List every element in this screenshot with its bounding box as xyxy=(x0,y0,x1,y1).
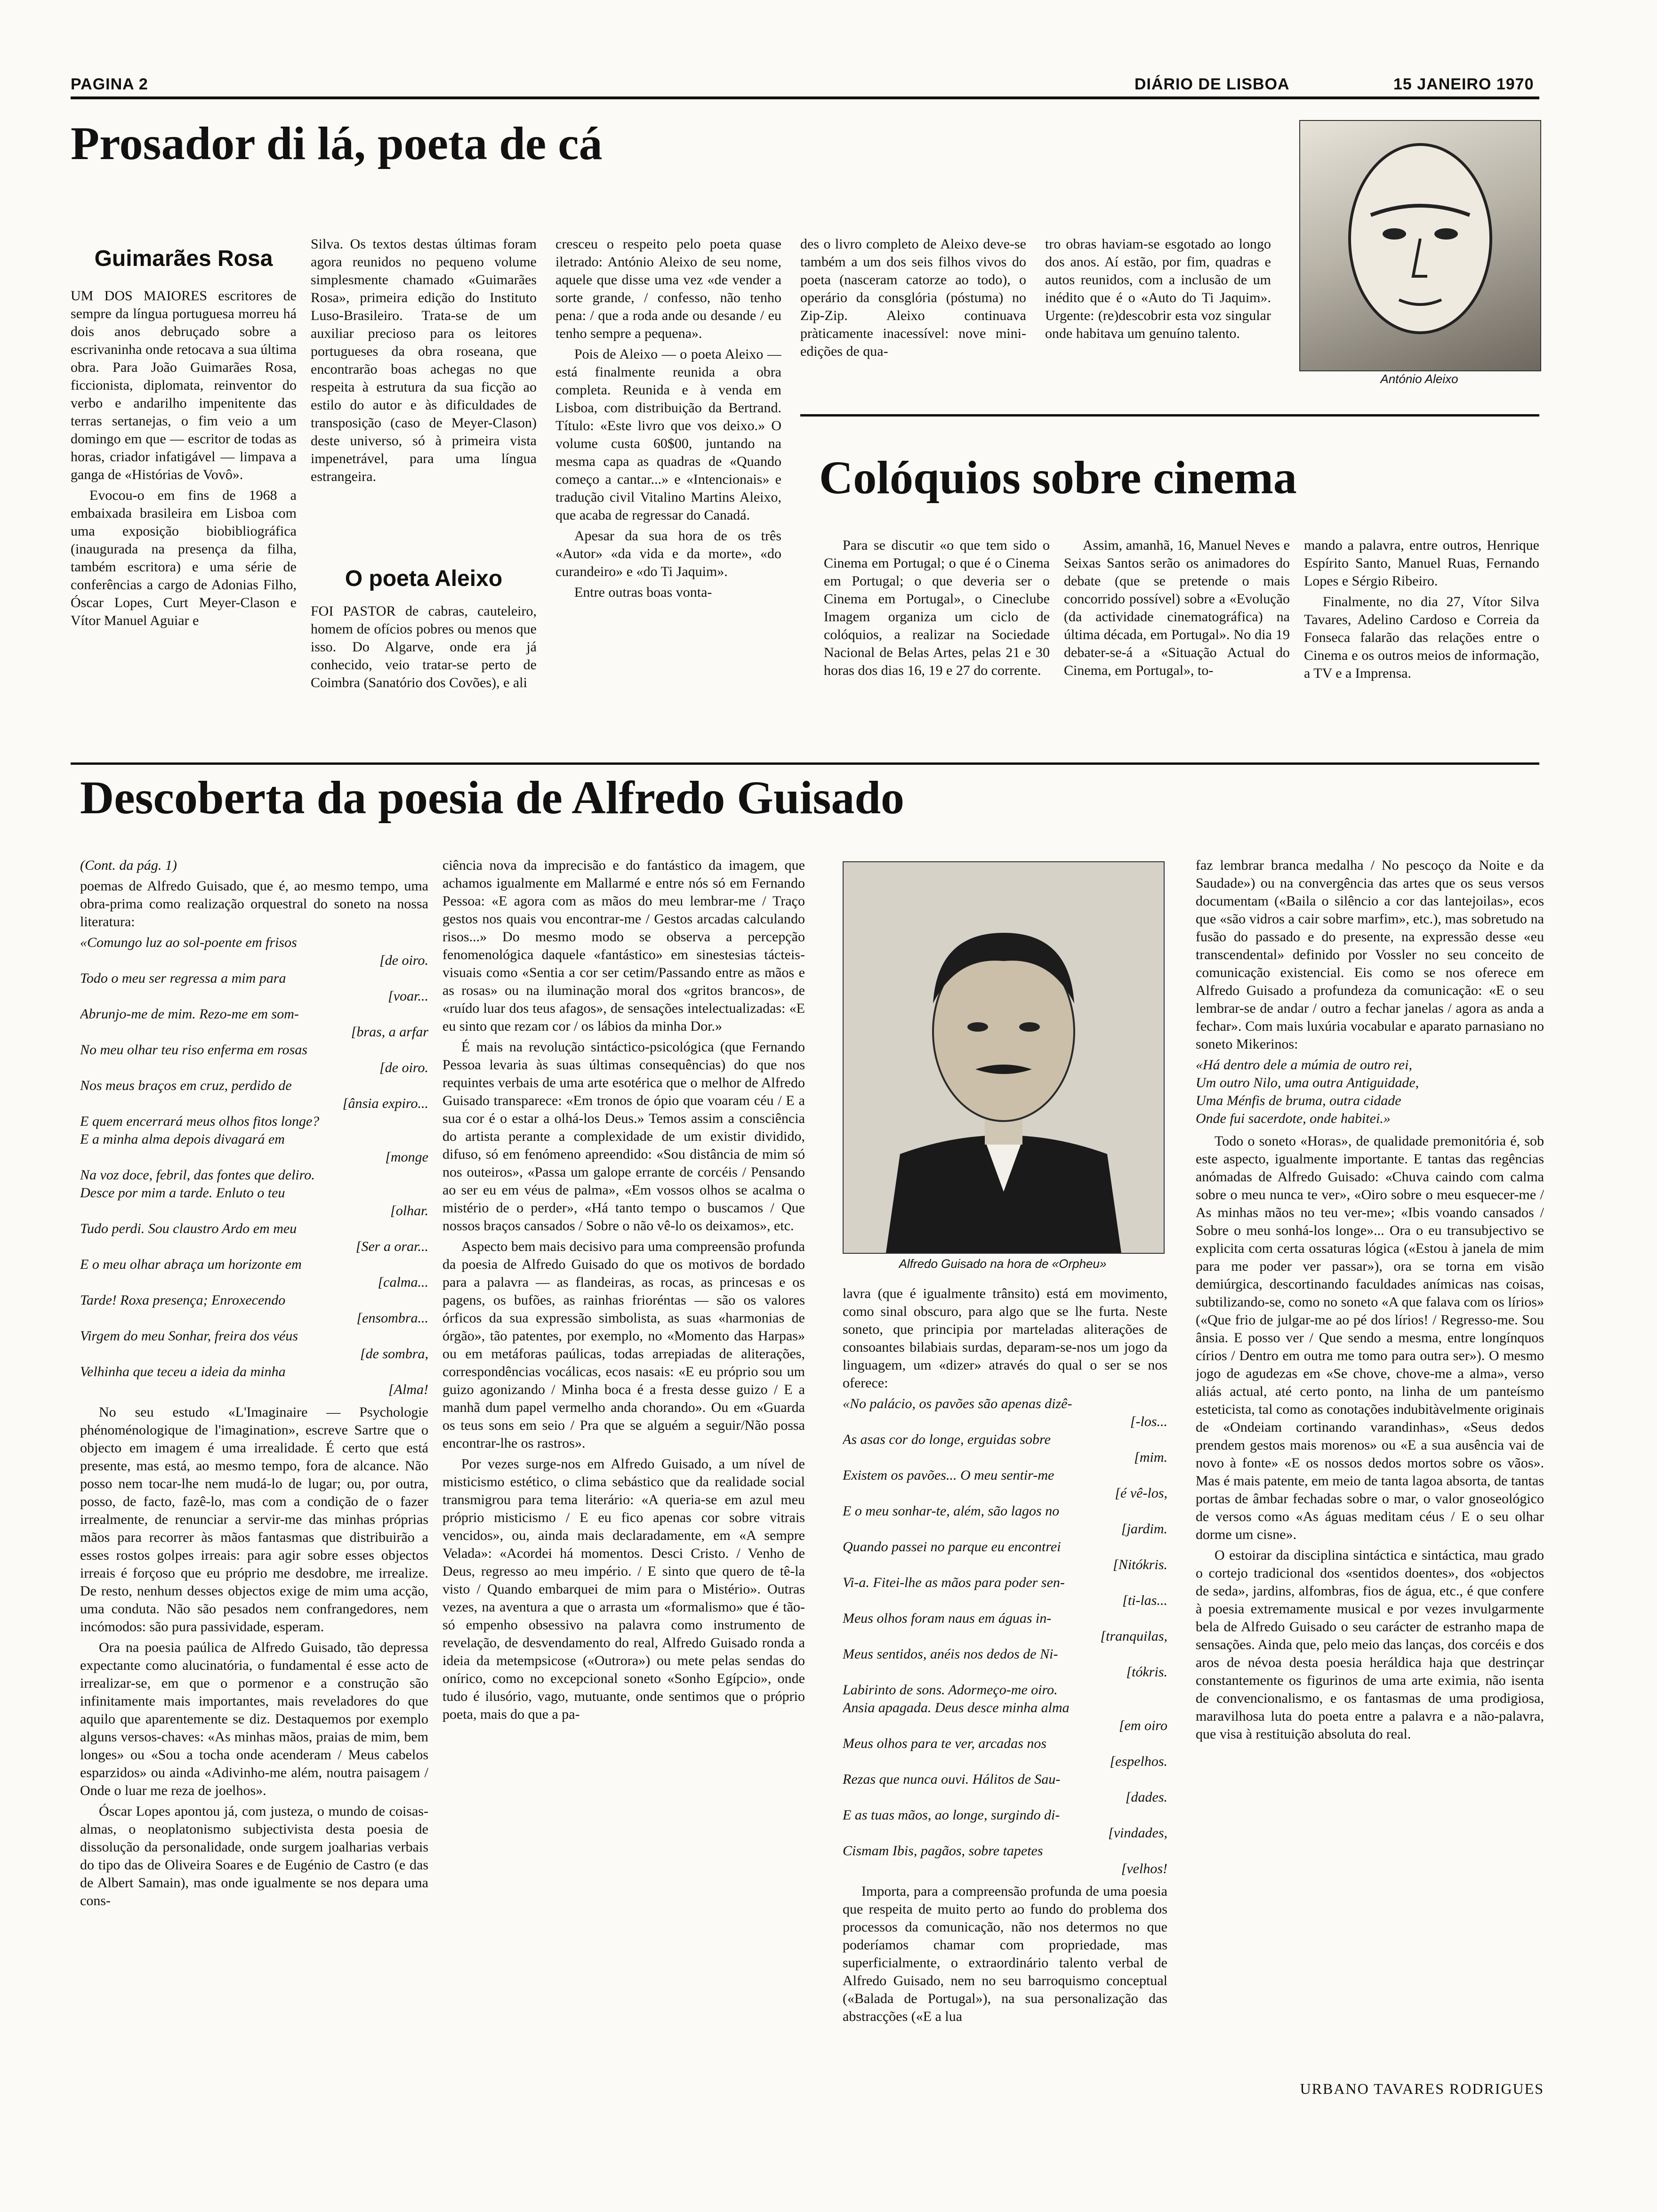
poem-line: Uma Ménfis de bruma, outra cidade xyxy=(1196,1093,1401,1108)
article1-col4 xyxy=(800,235,1026,424)
paragraph: poemas de Alfredo Guisado, que é, ao mesmo tempo, uma obra-prima como realização orquestral do soneto na nossa literatura: xyxy=(80,878,428,930)
paragraph: Assim, amanhã, 16, Manuel Neves e Seixas Santos serão os animadores do debate (que se pretende o mais concorrido possível) sobre a «Evolução (da actividade cinematográfica) na última década, em Portugal». No dia 19 debater-se-á a «Situação Actual do Cinema, em Portugal», to- xyxy=(1064,537,1290,678)
paragraph: lavra (que é igualmente trânsito) está em movimento, como sinal obscuro, para algo que se lhe furta. Neste soneto, que principia por marteladas aliterações de consoantes bilabiais surdas, deparam-se-nos um jogo da linguagem, um «dizer» através do qual o ser se nos oferece: xyxy=(843,1286,1167,1391)
paragraph: UM DOS MAIORES escritores de sempre da língua portuguesa morreu há dois anos debruçado sobre a escrivaninha onde retocava a sua última obra. Para João Guimarães Rosa, ficcionista, diplomata, reinventor do verbo e andarilho impenitente das terras sertanejas, o fim veio a um domingo em que — escritor de todas as horas, criador infatigável — limpava a ganga de «Histórias de Vovô». xyxy=(71,288,297,482)
article2-col2 xyxy=(1064,537,1290,758)
article1-col3 xyxy=(555,235,781,758)
article3-col1 xyxy=(80,857,428,2104)
poem-line: «Há dentro dele a múmia de outro rei, xyxy=(1196,1057,1412,1073)
paragraph: ciência nova da imprecisão e do fantástico da imagem, que achamos igualmente em Mallarmé e entre nós só em Fernando Pessoa: «E agora com as mãos do meu lembrar-me / Traço gestos nos quais vou encontrar-me / Gestos arcadas calculando risos...» Do mesmo modo se observa a percepção fenomenológica daquele «fantástico» em sinestesias tácteis-visuais como «Sentia a cor ser cetim/Passando entre as mãos e as rosas» ou na iluminação moral dos «gritos brancos», de «ruído luar dos teus afagos», de sensações intelectualizadas: «E eu sinto que rezam cor / os lábios da minha Dor.» xyxy=(442,858,805,1034)
poem-line: Tudo perdi. Sou claustro Ardo em meu xyxy=(80,1221,297,1236)
poem-line: [vindades, xyxy=(1108,1825,1167,1841)
poem-line: Quando passei no parque eu encontrei xyxy=(843,1539,1061,1555)
newspaper-name: DIÁRIO DE LISBOA xyxy=(1134,75,1290,93)
guisado-photo-caption: Alfredo Guisado na hora de «Orpheu» xyxy=(899,1257,1107,1271)
article1-sub-aleixo: O poeta Aleixo xyxy=(345,566,503,591)
poem-line: [olhar. xyxy=(390,1203,428,1218)
poem-line: Na voz doce, febril, das fontes que deliro. xyxy=(80,1167,315,1183)
poem-line: Todo o meu ser regressa a mim para xyxy=(80,970,286,986)
poem-line: Ansia apagada. Deus desce minha alma xyxy=(843,1700,1070,1715)
poem-line: Meus olhos para te ver, arcadas nos xyxy=(843,1736,1047,1751)
poem-block-2 xyxy=(843,1395,1167,1878)
poem-line: [Ser a orar... xyxy=(355,1239,428,1254)
article1-col1 xyxy=(71,287,297,758)
article1-sub-guimaraes: Guimarães Rosa xyxy=(94,246,273,271)
poem-line: [espelhos. xyxy=(1110,1754,1167,1769)
paragraph: Pois de Aleixo — o poeta Aleixo — está finalmente reunida a obra completa. Reunida e à venda em Lisboa, com distribuição da Bertrand. Título: «Este livro que vos deixo.» O volume custa 60$00, juntando na mesma capa as quadras de «Quando começo a cantar...» e «Intencionais» e tradução civil Vitalino Martins Aleixo, que acaba de regressar do Canadá. xyxy=(555,346,781,523)
poem-line: [dades. xyxy=(1125,1789,1167,1805)
poem-line: Onde fui sacerdote, onde habitei.» xyxy=(1196,1111,1391,1126)
poem-line: [calma... xyxy=(378,1274,428,1290)
article1-col2 xyxy=(311,235,537,537)
poem-line: Virgem do meu Sonhar, freira dos véus xyxy=(80,1328,298,1344)
paragraph: Ora na poesia paúlica de Alfredo Guisado, tão depressa expectante como alucinatória, o fundamental é esse acto de irrealizar-se, em que o pormenor e a construção são infinitamente mais importantes, mais reveladores do que aquilo que aparentemente se diz. Destaquemos por exemplo alguns versos-chaves: «As minhas mãos, praias de mim, bem longes» ou «Sou a tocha onde acenderam / Meus cabelos esparzidos» ou ainda «Adivinho-me além, noutra paisagem / Onde o luar me reza de joelhos». xyxy=(80,1640,428,1798)
poem-line: Velhinha que teceu a ideia da minha xyxy=(80,1364,286,1379)
paragraph: Silva. Os textos destas últimas foram agora reunidos no pequeno volume simplesmente chamado «Guimarães Rosa», primeira edição do Instituto Luso-Brasileiro. Trata-se de um auxiliar precioso para os leitores portugueses da obra roseana, que encontrarão boas achegas no que respeita à estrutura da sua ficção ao estilo do autor e às dificuldades de transposição (caso de Meyer-Clason) deste universo, só à primeira vista impenetrável, para uma língua estrangeira. xyxy=(311,236,537,484)
poem-line: [tókris. xyxy=(1126,1664,1167,1680)
poem-line: «Comungo luz ao sol-poente em frisos xyxy=(80,935,297,950)
poem-line: Cismam Ibis, pagãos, sobre tapetes xyxy=(843,1843,1043,1859)
paragraph: Apesar da sua hora de os três «Autor» «da vida e da morte», «do curandeiro» e «do Ti Jaquim». xyxy=(555,528,781,579)
poem-line: Abrunjo-me de mim. Rezo-me em som- xyxy=(80,1006,299,1022)
paragraph: mando a palavra, entre outros, Henrique Espírito Santo, Manuel Ruas, Fernando Lopes e Sérgio Ribeiro. xyxy=(1304,537,1539,589)
paragraph: Todo o soneto «Horas», de qualidade premonitória é, sob este aspecto, igualmente importante. E tantas das regências anómadas de Alfredo Guisado: «Chuva caindo com calma sobre o meu nunca te ver», «Oiro sobre o meu esquecer-me / As minhas mãos no teu ver-me»; «Ibis voando cansados / Sobre o meu sonhá-los longe»... Ora o eu transubjectivo se explicita com certa ossaturas lógica («Estou à janela de mim para me poder ver passar»), ora se torna em visão demiúrgica, descortinando faculdades anímicas nas coisas, subtilizando-se, como no soneto «A que falava com os lírios» («Que frio de julgar-me ao pé dos lírios! / Regresso-me. Sou ânsia. E posso ver / Que sendo a mesma, entre longínquos círios / Dentro em outra me tomo para outra ser»). O mesmo jogo de agudezas em «Se chove, chove-me a alma», verso aliás actual, até certo ponto, na linha de um panteísmo esteticista, tal como as conotações indubitàvelmente originais de «Ondeiam cortinando varandinhas», «Seus dedos prendem gestos mais morenos» ou «E a sua ausência vai de novo à fonte» «E os nossos dedos mortos sobre os vãos». Mas é mais patente, em meio de tanta lagoa absorta, de tantas portas de âmbar fechadas sobre o mar, o valor gnoseológico de versos como «As águas meditam céus / E o seu olhar dorme um cisne». xyxy=(1196,1133,1544,1542)
poem-line: E as tuas mãos, ao longe, surgindo di- xyxy=(843,1807,1060,1823)
cinema-top-rule xyxy=(800,414,1539,417)
article3-col3 xyxy=(843,1285,1167,2104)
poem-line: Labirinto de sons. Adormeço-me oiro. xyxy=(843,1682,1058,1698)
poem-line: [em oiro xyxy=(1118,1718,1167,1733)
aleixo-portrait-photo xyxy=(1299,120,1541,371)
article1-col5 xyxy=(1045,235,1271,424)
poem-line: [ensombra... xyxy=(356,1310,428,1326)
header-rule xyxy=(71,96,1539,99)
issue-date: 15 JANEIRO 1970 xyxy=(1393,75,1534,93)
guisado-portrait-photo xyxy=(843,861,1165,1254)
continuation-note: (Cont. da pág. 1) xyxy=(80,858,177,873)
poem-line: [ti-las... xyxy=(1122,1593,1167,1608)
poem-line: Vi-a. Fitei-lhe as mãos para poder sen- xyxy=(843,1575,1065,1590)
poem-line: Meus sentidos, anéis nos dedos de Ni- xyxy=(843,1646,1058,1662)
poem-line: Rezas que nunca ouvi. Hálitos de Sau- xyxy=(843,1771,1061,1787)
page-number: PAGINA 2 xyxy=(71,75,148,93)
paragraph: Óscar Lopes apontou já, com justeza, o mundo de coisas-almas, o neoplatonismo subjectivista desta poesia de dissolução da personalidade, onde surgem joalharias verbais do tipo das de Oliveira Soares e de Eugénio de Castro (e das de Albert Samain), mas onde igualmente se nos depara uma cons- xyxy=(80,1803,428,1908)
poem-line: No meu olhar teu riso enferma em rosas xyxy=(80,1042,308,1058)
poem-line: Tarde! Roxa presença; Enroxecendo xyxy=(80,1292,286,1308)
poem-line: E o meu sonhar-te, além, são lagos no xyxy=(843,1503,1060,1519)
paragraph: O estoirar da disciplina sintáctica e sintáctica, mau grado o cortejo tradicional dos «sentidos doentes», dos «objectos de seda», jardins, alfombras, fios de água, etc., é que confere à poesia extremamente musical e por vezes invulgarmente bela de Alfredo Guisado o seu carácter de estranho mapa de sensações. Ainda que, pelo meio das lanças, dos corcéis e dos aros de névoa desta poesia heráldica haja que destrinçar constantemente os figurinos de uma arte eximia, não isenta de convencionalismo, e os fantasmas de uma prodigiosa, maravilhosa luta do poeta entre a palavra e a não-palavra, que visa à restituição absoluta do real. xyxy=(1196,1547,1544,1742)
poem-line: [de oiro. xyxy=(379,953,428,968)
paragraph: Evocou-o em fins de 1968 a embaixada brasileira em Lisboa com uma exposição biobibliográfica (inaugurada na presença da filha, também escritora) e uma série de conferências a cargo de Adonias Filho, Óscar Lopes, Curt Meyer-Clason e Vítor Manuel Aguiar e xyxy=(71,488,297,628)
paragraph: des o livro completo de Aleixo deve-se também a um dos seis filhos vivos do poeta (nasceram catorze ao todo), o operário da consglória (póstuma) no Zip-Zip. Aleixo continuava pràticamente inacessível: nove mini-edições de qua- xyxy=(800,236,1026,359)
poem-line: [monge xyxy=(385,1149,428,1165)
poem-line: [jardim. xyxy=(1121,1521,1167,1537)
poem-line: E o meu olhar abraça um horizonte em xyxy=(80,1257,302,1272)
poem-line: [tranquilas, xyxy=(1100,1628,1167,1644)
poem-line: E quem encerrará meus olhos fitos longe? xyxy=(80,1114,320,1129)
paragraph: Finalmente, no dia 27, Vítor Silva Tavares, Adelino Cardoso e Correia da Fonseca falarão das relações entre o Cinema e os outros meios de informação, a TV e a Imprensa. xyxy=(1304,594,1539,681)
poem-line: [Nitókris. xyxy=(1113,1557,1167,1572)
aleixo-photo-caption: António Aleixo xyxy=(1380,372,1458,386)
poem-line: Meus olhos foram naus em águas in- xyxy=(843,1611,1052,1626)
poem-line: Desce por mim a tarde. Enluto o teu xyxy=(80,1185,285,1201)
poem-block-1 xyxy=(80,934,428,1399)
article3-col2 xyxy=(442,857,805,2104)
poem-line: [Alma! xyxy=(388,1382,428,1397)
poem-line: Um outro Nilo, uma outra Antiguidade, xyxy=(1196,1075,1419,1090)
poem-line: E a minha alma depois divagará em xyxy=(80,1131,285,1147)
poem-line: [voar... xyxy=(388,988,428,1004)
aleixo-portrait-icon xyxy=(1300,121,1540,370)
paragraph: É mais na revolução sintáctico-psicológica (que Fernando Pessoa levaria às suas últimas consequências) do que nos requintes verbais de uma arte esotérica que o melhor de Alfredo Guisado transparece: «Em tronos de ópio que voaram céu / E a sua cor é o estar a olhá-los Deus.» Temos assim a consciência do artista perante a complexidade de um existir dividido, difuso, só em fenómeno apreendido: «Sou distância de mim só nos outeiros», «Passa um galope errante de corcéis / Pensando ao ser eu em véus de palma», «Em vossos olhos se acalma o mistério de o perder», «Há tanto tempo o buscamos / Que nossos braços cansados / Sobre o não vê-lo os deixamos», etc. xyxy=(442,1039,805,1234)
paragraph: Importa, para a compreensão profunda de uma poesia que respeita de muito perto ao fundo do problema dos processos da comunicação, não nos determos no que poderíamos chamar com propriedade, mas superficialmente, o extraordinário talento verbal de Alfredo Guisado, nem no seu barroquismo conceptual («Balada de Portugal»), na sua personalização das abstracções («E a lua xyxy=(843,1883,1167,2024)
poem-line: [mim. xyxy=(1134,1450,1167,1465)
poem-line: [velhos! xyxy=(1121,1861,1167,1876)
paragraph: Por vezes surge-nos em Alfredo Guisado, a um nível de misticismo estético, o clima sebástico que da realidade social transmigrou para tema literário: «A queria-se em azul meu próprio misticismo / E eu fico apenas cor sobre vitrais vencidos», ou, ainda mais declaradamente, em «A sempre Velada»: «Acordei há momentos. Desci Cristo. / Venho de Deus, regresso ao meu império. / E sinto que quero de tê-la visto / Quando embarquei de mim para o Mistério». Outras vezes, na aventura a que o arrasta um «formalismo» que é tão-só empenho obsessivo na palavra como instrumento de revelação, de desvendamento do real, Alfredo Guisado ronda a ideia da metempsicose («Outrora») ou mete pelas sendas do onírico, como no excepcional soneto «Sonho Egípcio», onde tudo é ilusório, vago, mutuante, onde sentimos que o próprio poeta, mais do que a pa- xyxy=(442,1456,805,1722)
poem-block-3 xyxy=(1196,1056,1544,1128)
article2-col3 xyxy=(1304,537,1539,758)
poem-line: «No palácio, os pavões são apenas dizê- xyxy=(843,1396,1072,1411)
paragraph: Entre outras boas vonta- xyxy=(574,585,712,600)
poem-line: Nos meus braços em cruz, perdido de xyxy=(80,1078,292,1093)
poem-line: [é vê-los, xyxy=(1115,1485,1167,1501)
poem-line: [de oiro. xyxy=(379,1060,428,1075)
article2-col1 xyxy=(824,537,1050,758)
paragraph: tro obras haviam-se esgotado ao longo dos anos. Aí estão, por fim, quadras e autos reunidos, com a inclusão de um inédito que é o «Auto do Ti Jaquim». Urgente: (re)descobrir esta voz singular onde habitava um genuíno talento. xyxy=(1045,236,1271,341)
article3-title: Descoberta da poesia de Alfredo Guisado xyxy=(80,771,904,824)
poem-line: As asas cor do longe, erguidas sobre xyxy=(843,1432,1051,1447)
article1-col2b xyxy=(311,602,537,758)
paragraph: cresceu o respeito pelo poeta quase iletrado: António Aleixo de seu nome, aquele que disse uma vez «de vender a sorte grande, / confesso, não tenho pena: / que a roda ande ou desande / eu tenho sempre a pequena». xyxy=(555,236,781,341)
guisado-portrait-icon xyxy=(844,862,1164,1253)
poem-line: [-los... xyxy=(1130,1414,1167,1429)
section-divider xyxy=(71,762,1539,765)
author-signature: URBANO TAVARES RODRIGUES xyxy=(1300,2080,1544,2097)
article1-title: Prosador di lá, poeta de cá xyxy=(71,117,603,169)
paragraph: faz lembrar branca medalha / No pescoço da Noite e da Saudade») ou na convergência das artes que os seus versos documentam («Baila o silêncio a cor das lantejoilas», ecos que «são vidros a cair sobre marfim», etc.), mas sobretudo na fusão do passado e do presente, na expressão desse «eu transcendental» definido por Vossler no seu conceito de comunicação existencial. Eis como se nos oferece em Alfredo Guisado a profundeza da comunicação: «E o seu lembrar-se de andar / outro a fechar janelas / agora as anda a fechar». Com mais luxúria vocabular e aparato parnasiano no soneto Mikerinos: xyxy=(1196,858,1544,1052)
poem-line: [de sombra, xyxy=(360,1346,428,1362)
paragraph: Aspecto bem mais decisivo para uma compreensão profunda da poesia de Alfredo Guisado do que os motivos de bordado para a palavra — as flandeiras, as rocas, as princesas e os pagens, os bufões, as rainhas frioréntas — são os valores órficos da sua expressão simbolista, as suas «harmonias de órgão», tão patentes, por exemplo, no «Momento das Harpas» ou em metáforas paúlicas, todas arrepiadas de aliterações, correspondências vocálicas, ecos nasais: «E eu próprio sou um guizo agonizando / Minha boca é a fresta desse guizo / E a manhã dum papel vermelho anda chorando». Ou em «Guarda os teus sons em seio / Pra que se alguém a seguir/Não possa encontrar-lhe os rastros». xyxy=(442,1239,805,1451)
paragraph: Para se discutir «o que tem sido o Cinema em Portugal; o que é o Cinema em Portugal; o que deveria ser o Cinema em Portugal», o Cineclube Imagem organiza um ciclo de colóquios, a realizar na Sociedade Nacional de Belas Artes, pelas 21 e 30 horas dos dias 16, 19 e 27 do corrente. xyxy=(824,537,1050,678)
article2-title: Colóquios sobre cinema xyxy=(819,451,1297,504)
poem-line: [bras, a arfar xyxy=(351,1024,428,1040)
poem-line: Existem os pavões... O meu sentir-me xyxy=(843,1467,1054,1483)
poem-line: [ânsia expiro... xyxy=(342,1096,428,1111)
paragraph: FOI PASTOR de cabras, cauteleiro, homem de ofícios pobres ou menos que isso. Do Algarve, onde era já conhecido, veio tratar-se perto de Coimbra (Sanatório dos Covões), e ali xyxy=(311,603,537,690)
article3-col4 xyxy=(1196,857,1544,2071)
paragraph: No seu estudo «L'Imaginaire — Psychologie phénoménologique de l'imagination», escreve Sartre que o objecto em imagem é uma irrealidade. É certo que está presente, mas está, ao mesmo tempo, fora de alcance. Não posso nem tocar-lhe nem mudá-lo de lugar; ou, por outra, posso, de facto, fazê-lo, mas com a condição de o fazer irrealmente, de renunciar a servir-me das minhas próprias mãos para recorrer às mãos fantasmas que distribuirão a esses rostos golpes irreais: para agir sobre esses objectos irreais é forçoso que eu próprio me desdobre, me irrealize. De resto, nenhum desses objectos exige de mim uma acção, uma conduta. Não são pesados nem confrangedores, nem incómodos: são pura passividade, esperam. xyxy=(80,1404,428,1635)
